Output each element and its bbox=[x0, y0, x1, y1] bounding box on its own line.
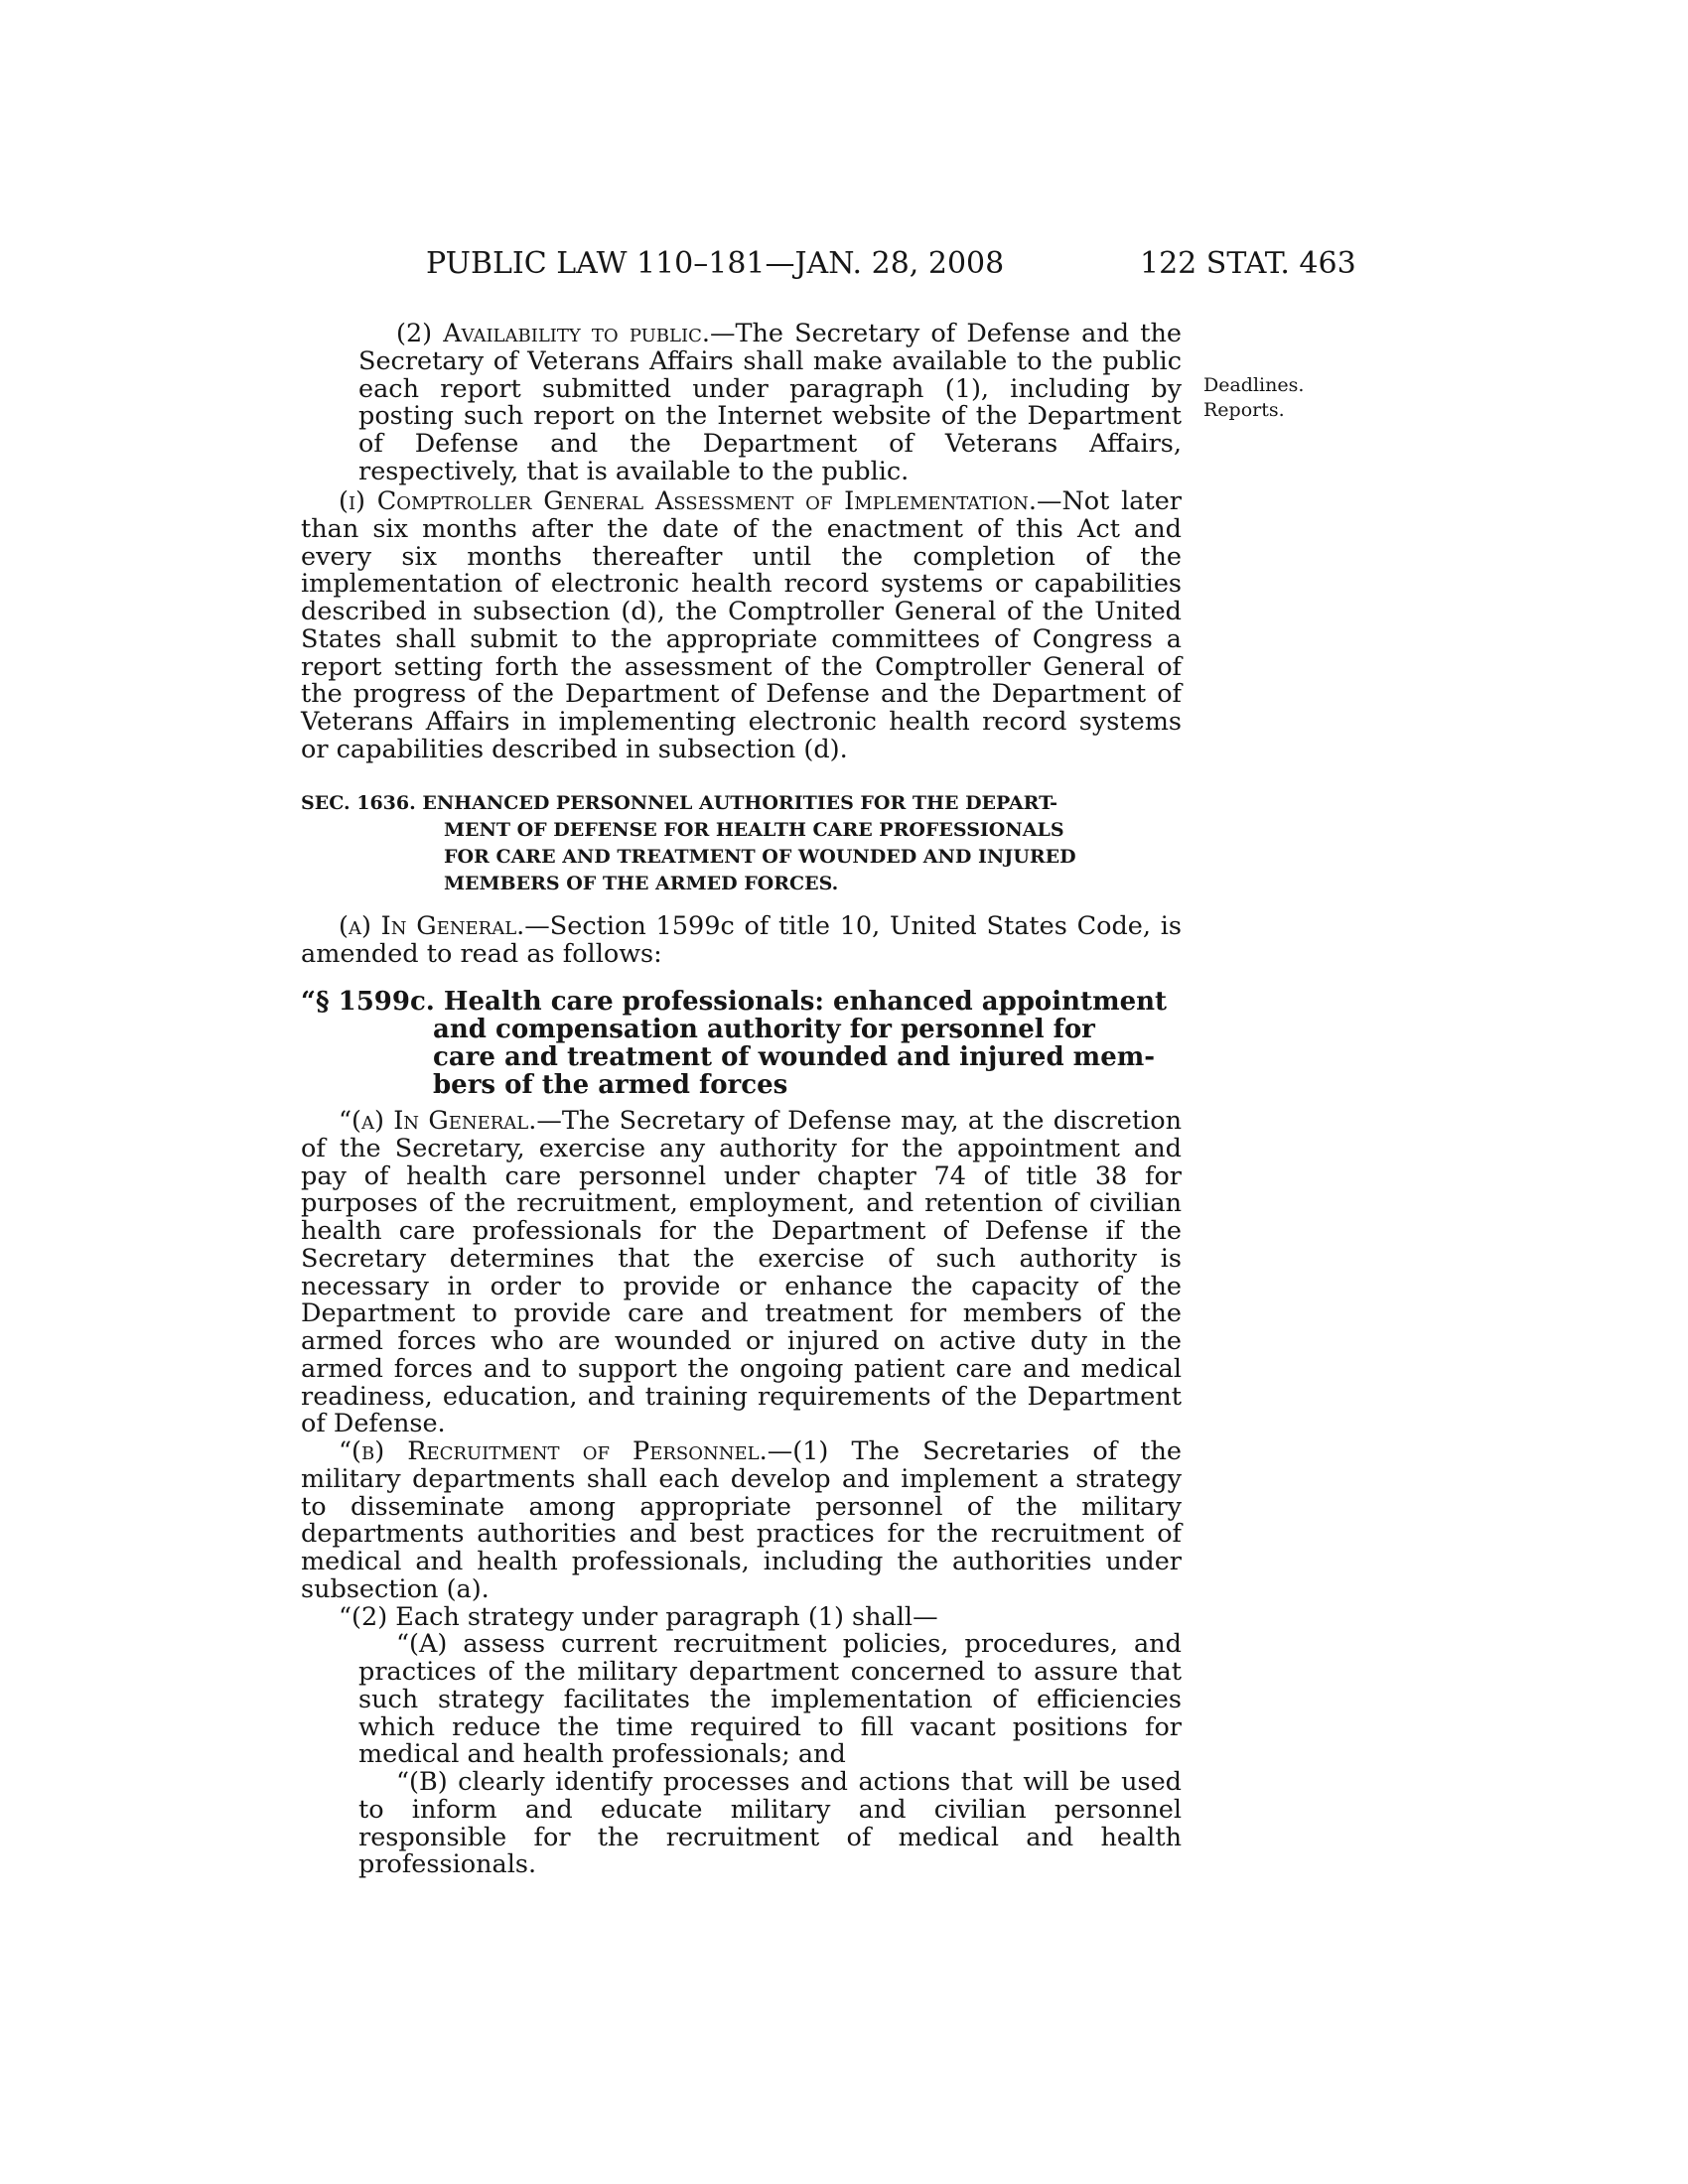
subsection-heading: “(b) Recruitment of Personnel.— bbox=[339, 1436, 793, 1466]
subsection-text: Section 1599c of title 10, United States Code, is amended to read as follows: bbox=[301, 911, 1182, 969]
code-section-1599c-heading bbox=[301, 988, 1182, 1099]
running-header-page-ref: 122 STAT. 463 bbox=[1140, 246, 1356, 281]
running-header-title: PUBLIC LAW 110–181—JAN. 28, 2008 bbox=[426, 246, 1005, 281]
subsection-text: Not later than six months after the date of the enactment of this Act and every six months thereafter until the completion of the implementation of electronic health record systems or capabilities described in subsection (d), the Comptroller General of the United States shall submit to the appropriate committees of Congress a report setting forth the assessment of the Comptroller General of the progress of the Department of Defense and the Department of Veterans Affairs in implementing electronic health record systems or capabilities described in subsection (d). bbox=[301, 486, 1182, 764]
subparagraph-A: “(A) assess current recruitment policies, procedures, and practices of the military department concerned to assure that such strategy facilitates the implementation of efficiencies which reduce the time required to fill vacant positions for medical and health professionals; and bbox=[358, 1629, 1182, 1770]
subsection-text: The Secretary of Defense may, at the discretion of the Secretary, exercise any authority for the appointment and pay of health care personnel under chapter 74 of title 38 for purposes of the recruitment, employment, and retention of civilian health care professionals for the Department of Defense if the Secretary determines that the exercise of such authority is necessary in order to provide or enhance the capacity of the Department to provide care and treatment for members of the armed forces who are wounded or injured on active duty in the armed forces and to support the ongoing patient care and medical readiness, education, and training requirements of the Department of Defense. bbox=[301, 1106, 1182, 1439]
section-heading-line: FOR CARE AND TREATMENT OF WOUNDED AND INJURED bbox=[444, 846, 1076, 868]
paragraph-heading: (2) Availability to public.— bbox=[396, 319, 736, 348]
paragraph-text: The Secretary of Defense and the Secretary of Veterans Affairs shall make available to the public each report submitted under paragraph (1), including by posting such report on the Internet website of the Department of Defense and the Department of Veterans Affairs, respectively, that is available to the public. bbox=[358, 319, 1182, 486]
subsection-text: (1) The Secretaries of the military departments shall each develop and implement a strategy to disseminate among appropriate personnel of the military departments authorities and best practices for the recruitment of medical and health professionals, including the authorities under subsection (a). bbox=[301, 1436, 1182, 1604]
paragraph-b2: “(2) Each strategy under paragraph (1) shall— bbox=[339, 1601, 938, 1632]
section-heading-line: SEC. 1636. ENHANCED PERSONNEL AUTHORITIES FOR THE DEPART- bbox=[301, 792, 1058, 814]
subsection-heading: (i) Comptroller General Assessment of Implementation.— bbox=[339, 486, 1062, 516]
subsection-heading: “(a) In General.— bbox=[339, 1106, 562, 1136]
section-heading-line: MENT OF DEFENSE FOR HEALTH CARE PROFESSIONALS bbox=[444, 819, 1064, 841]
code-section-heading-line: bers of the armed forces bbox=[433, 1070, 788, 1100]
code-section-heading-line: “§ 1599c. Health care professionals: enhanced appointment bbox=[301, 987, 1168, 1017]
code-section-heading-line: and compensation authority for personnel for bbox=[433, 1015, 1095, 1044]
subsection-i-comptroller-assessment bbox=[301, 488, 1182, 764]
subsection-heading: (a) In General.— bbox=[339, 911, 550, 941]
paragraph-availability-to-public bbox=[301, 321, 1182, 486]
section-heading-line: MEMBERS OF THE ARMED FORCES. bbox=[444, 873, 839, 894]
code-section-heading-line: care and treatment of wounded and injured mem- bbox=[433, 1042, 1156, 1072]
margin-note-deadlines: Deadlines. bbox=[1203, 374, 1305, 396]
subparagraph-B: “(B) clearly identify processes and actions that will be used to inform and educate military and civilian personnel responsible for the recruitment of medical and health professionals. bbox=[358, 1767, 1182, 1880]
subsection-a-in-general bbox=[301, 913, 1182, 969]
code-subsection-a bbox=[301, 1108, 1182, 1879]
margin-note-reports: Reports. bbox=[1203, 399, 1285, 421]
section-1636-heading bbox=[301, 790, 1182, 897]
